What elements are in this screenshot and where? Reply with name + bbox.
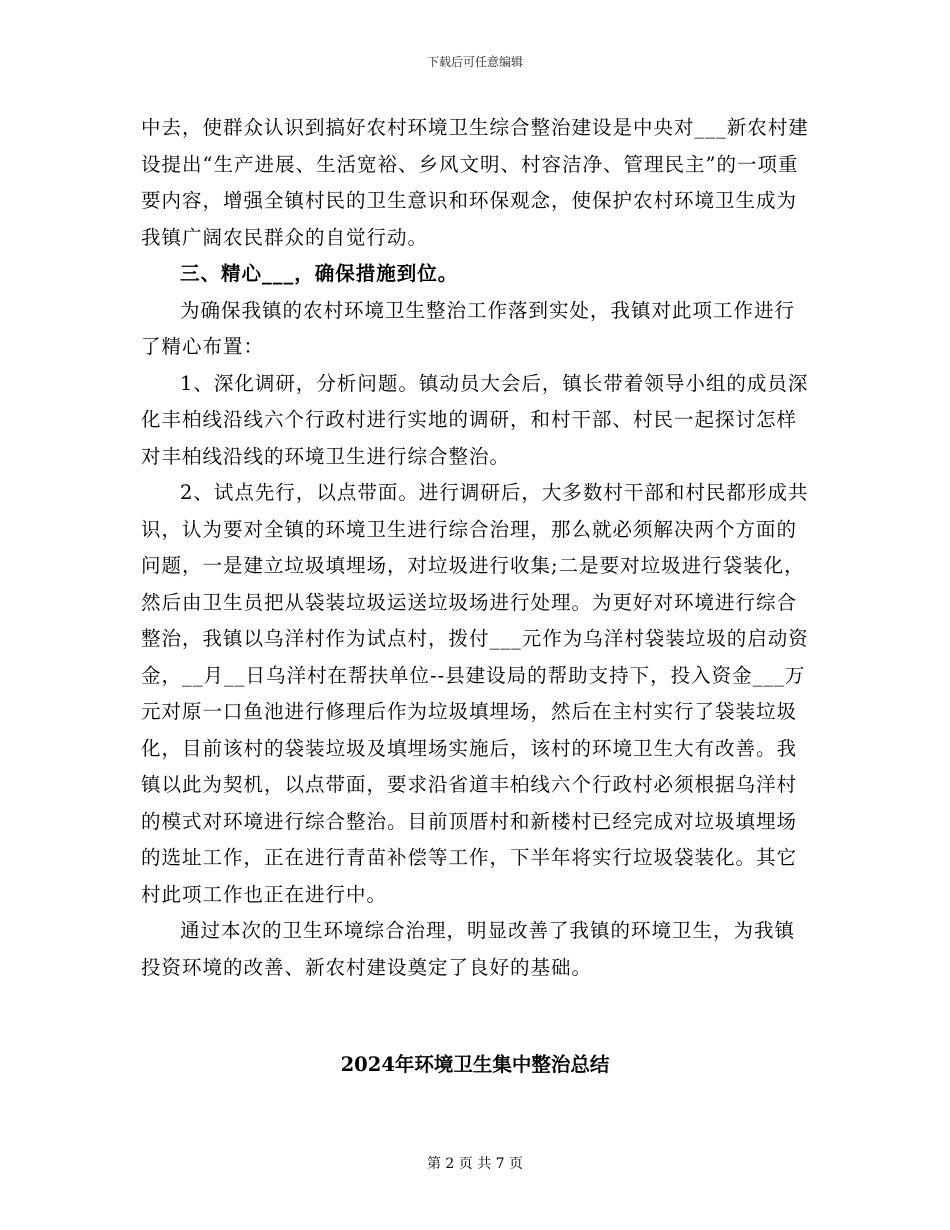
page-number-footer: 第 2 页 共 7 页 — [426, 1156, 524, 1172]
page-header: 下载后可任意编辑 — [426, 55, 523, 69]
paragraph-conclusion: 通过本次的卫生环境综合治理，明显改善了我镇的环境卫生，为我镇投资环境的改善、新农村建设奠定了良好的基础。 — [141, 919, 796, 979]
document-body — [141, 110, 809, 986]
document-title: 2024年环境卫生集中整治总结 — [340, 1053, 610, 1076]
paragraph-continuation: 中去，使群众认识到搞好农村环境卫生综合整治建设是中央对___新农村建设提出“生产进展、生活宽裕、乡风文明、村容洁净、管理民主”的一项重要内容，增强全镇村民的卫生意识和环保观念，使保护农村环境卫生成为我镇广阔农民群众的自觉行动。 — [141, 116, 809, 249]
paragraph-arrangement: 为确保我镇的农村环境卫生整治工作落到实处，我镇对此项工作进行了精心布置： — [141, 298, 796, 358]
section-heading-3: 三、精心___，确保措施到位。 — [180, 262, 459, 285]
paragraph-pilot: 2、试点先行，以点带面。进行调研后，大多数村干部和村民都形成共识，认为要对全镇的环境卫生进行综合治理，那么就必须解决两个方面的问题，一是建立垃圾填埋场，对垃圾进行收集;二是要对垃圾进行袋装化，然后由卫生员把从袋装垃圾运送垃圾场进行处理。为更好对环境进行综合整治，我镇以乌洋村作为试点村，拨付___元作为乌洋村袋装垃圾的启动资金，__月__日乌洋村在帮扶单位--县建设局的帮助支持下，投入资金___万元对原一口鱼池进行修理后作为垃圾填埋场，然后在主村实行了袋装垃圾化，目前该村的袋装垃圾及填埋场实施后，该村的环境卫生大有改善。我镇以此为契机，以点带面，要求沿省道丰柏线六个行政村必须根据乌洋村的模式对环境进行综合整治。目前顶厝村和新楼村已经完成对垃圾填埋场的选址工作，正在进行青苗补偿等工作，下半年将实行垃圾袋装化。其它村此项工作也正在进行中。 — [141, 481, 809, 906]
paragraph-research: 1、深化调研，分析问题。镇动员大会后，镇长带着领导小组的成员深化丰柏线沿线六个行政村进行实地的调研，和村干部、村民一起探讨怎样对丰柏线沿线的环境卫生进行综合整治。 — [141, 371, 809, 468]
